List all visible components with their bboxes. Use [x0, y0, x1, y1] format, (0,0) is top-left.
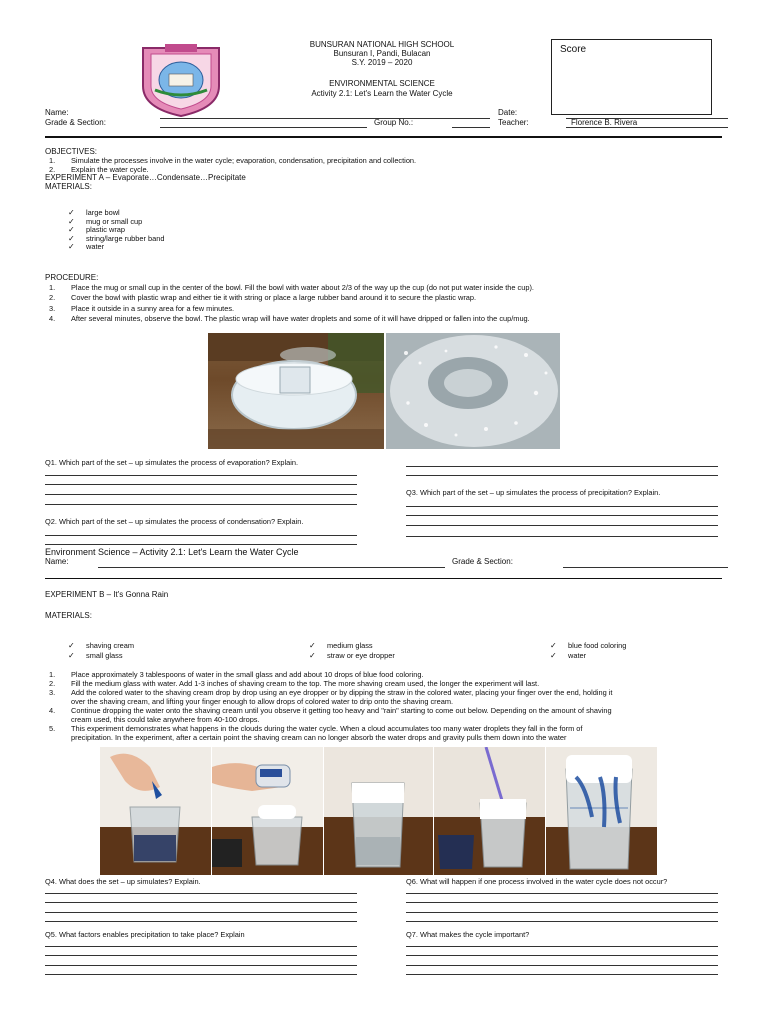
step-text: Place the mug or small cup in the center of the bowl. Fill the bowl with water about 2/3 of the way up the cup (do not put water inside the cup).: [71, 283, 534, 292]
materials-a-title: MATERIALS:: [45, 182, 92, 191]
answer-line[interactable]: [406, 525, 718, 526]
check-icon: ✓: [68, 233, 75, 243]
answer-line[interactable]: [45, 902, 357, 903]
procedure-a-list: [49, 283, 534, 324]
question-1: Q1. Which part of the set – up simulates the process of evaporation? Explain.: [45, 458, 299, 467]
procedure-step: [49, 706, 729, 715]
check-icon: ✓: [68, 242, 75, 252]
question-2: Q2. Which part of the set – up simulates the process of condensation? Explain.: [45, 517, 304, 526]
material-item: [309, 641, 373, 650]
procedure-step-cont: [49, 733, 729, 742]
step-number: 3.: [49, 303, 56, 313]
step-number: 5.: [49, 724, 56, 733]
material-text: straw or eye dropper: [327, 651, 395, 660]
date-label: Date:: [498, 108, 518, 117]
material-text: water: [568, 651, 587, 660]
answer-line[interactable]: [45, 912, 357, 913]
step-number: 1.: [49, 670, 56, 679]
photo-step-rain: [546, 747, 657, 875]
name-label: Name:: [45, 108, 69, 117]
answer-line[interactable]: [406, 921, 718, 922]
grade-section-label: Grade & Section:: [45, 118, 106, 127]
step-text: Place it outside in a sunny area for a few minutes.: [71, 303, 235, 313]
check-icon: ✓: [68, 651, 75, 660]
experiment-b-title: EXPERIMENT B – It's Gonna Rain: [45, 590, 169, 599]
material-item: [68, 641, 134, 650]
answer-line[interactable]: [45, 965, 357, 966]
step-text: Cover the bowl with plastic wrap and either tie it with string or place a large rubber band around it to secure the plastic wrap.: [71, 293, 477, 303]
procedure-step: [49, 724, 729, 733]
material-item: [68, 217, 164, 226]
check-icon: ✓: [550, 641, 557, 650]
step-text: Place approximately 3 tablespoons of water in the small glass and add about 10 drops of blue food coloring.: [71, 670, 424, 679]
answer-line[interactable]: [406, 912, 718, 913]
step-number: 1.: [49, 283, 56, 292]
school-address: Bunsuran I, Pandi, Bulacan: [333, 49, 431, 58]
part2-grade-label: Grade & Section:: [452, 557, 513, 566]
activity-title: Activity 2.1: Let's Learn the Water Cycle: [311, 89, 453, 98]
objective-item: [49, 156, 416, 165]
materials-b-title: MATERIALS:: [45, 611, 92, 620]
part2-name-label: Name:: [45, 557, 69, 566]
photo-step-dropper: [434, 747, 545, 875]
step-text: over the shaving cream, and lifting your finger enough to allow drops of colored water to drip onto the shaving cream.: [71, 697, 454, 706]
answer-line[interactable]: [45, 974, 357, 975]
answer-line[interactable]: [45, 544, 357, 545]
teacher-line: [566, 127, 728, 128]
photo-step-coloring: [100, 747, 211, 875]
answer-line[interactable]: [406, 506, 718, 507]
score-label: Score: [560, 44, 587, 55]
procedure-step: [49, 679, 729, 688]
check-icon: ✓: [68, 225, 75, 235]
answer-line[interactable]: [45, 475, 357, 476]
question-6: Q6. What will happen if one process involved in the water cycle does not occur?: [406, 877, 668, 886]
score-box: [551, 39, 712, 115]
step-text: Fill the medium glass with water. Add 1-3 inches of shaving cream to the top. The more shaving cream used, the longer the experiment will last.: [71, 679, 540, 688]
procedure-step: [49, 670, 729, 679]
experiment-a-title: EXPERIMENT A – Evaporate…Condensate…Precipitate: [45, 173, 246, 182]
material-item: [68, 225, 164, 234]
material-item: [550, 641, 626, 650]
material-item: [68, 208, 164, 217]
part2-divider: [45, 578, 722, 579]
answer-line[interactable]: [406, 475, 718, 476]
check-icon: ✓: [68, 208, 75, 217]
answer-line[interactable]: [406, 974, 718, 975]
procedure-step: [49, 283, 534, 293]
material-item: [550, 651, 586, 660]
answer-line[interactable]: [45, 535, 357, 536]
material-item: [68, 651, 123, 660]
procedure-step: [49, 314, 534, 324]
part2-header: Environment Science – Activity 2.1: Let's Learn the Water Cycle: [45, 547, 299, 557]
procedure-step: [49, 293, 534, 303]
material-text: plastic wrap: [86, 225, 126, 235]
material-text: water: [86, 242, 105, 252]
school-name: BUNSURAN NATIONAL HIGH SCHOOL: [309, 40, 455, 49]
objective-text: Explain the water cycle.: [71, 165, 149, 174]
material-text: string/large rubber band: [86, 233, 165, 243]
answer-line[interactable]: [406, 893, 718, 894]
photo-step-shaving-cream: [212, 747, 323, 875]
material-item: [68, 242, 164, 251]
procedure-step: [49, 688, 729, 697]
answer-line[interactable]: [45, 504, 357, 505]
material-text: blue food coloring: [568, 641, 627, 650]
group-no-label: Group No.:: [374, 118, 414, 127]
answer-line[interactable]: [45, 955, 357, 956]
material-text: shaving cream: [86, 641, 135, 650]
part2-grade-line[interactable]: [563, 567, 728, 568]
question-7: Q7. What makes the cycle important?: [406, 930, 530, 939]
bowl-setup-photo: [208, 333, 384, 449]
material-text: medium glass: [327, 641, 373, 650]
header-divider: [45, 136, 722, 138]
answer-line[interactable]: [45, 494, 357, 495]
material-text: mug or small cup: [86, 216, 143, 226]
procedure-step-cont: [49, 697, 729, 706]
step-text: cream used, this could take anywhere from 40-100 drops.: [71, 715, 260, 724]
school-logo: [135, 42, 227, 117]
teacher-label: Teacher:: [498, 118, 529, 127]
answer-line[interactable]: [406, 946, 718, 947]
question-3: Q3. Which part of the set – up simulates the process of precipitation? Explain.: [406, 488, 661, 497]
step-number: 4.: [49, 706, 56, 715]
answer-line[interactable]: [406, 536, 718, 537]
material-item: [68, 234, 164, 243]
procedure-step: [49, 304, 534, 314]
objective-number: 2.: [49, 165, 56, 174]
subject-title: ENVIRONMENTAL SCIENCE: [329, 79, 435, 88]
check-icon: ✓: [309, 651, 316, 660]
school-year: S.Y. 2019 – 2020: [351, 58, 413, 67]
check-icon: ✓: [68, 641, 75, 650]
objective-text: Simulate the processes involve in the water cycle; evaporation, condensation, precipitation and collection.: [71, 156, 417, 165]
answer-line[interactable]: [406, 515, 718, 516]
grade-section-line[interactable]: [160, 127, 367, 128]
step-number: 3.: [49, 688, 56, 697]
material-item: [309, 651, 395, 660]
procedure-a-title: PROCEDURE:: [45, 273, 99, 282]
answer-line[interactable]: [406, 466, 718, 467]
material-text: large bowl: [86, 208, 120, 217]
step-text: precipitation. In the experiment, after a certain point the shaving cream can no longer absorb the water drops and gravity pulls them down into the water: [71, 733, 567, 742]
answer-line[interactable]: [45, 893, 357, 894]
step-text: Add the colored water to the shaving cream drop by drop using an eye dropper or by dipping the straw in the colored water, placing your finger over the end, holding it: [71, 688, 613, 697]
step-text: After several minutes, observe the bowl. The plastic wrap will have water droplets and some of it will have dripped or fallen into the cup/mug.: [71, 313, 530, 323]
objective-number: 1.: [49, 156, 56, 165]
answer-line[interactable]: [45, 484, 357, 485]
question-5: Q5. What factors enables precipitation to take place? Explain: [45, 930, 245, 939]
answer-line[interactable]: [45, 921, 357, 922]
check-icon: ✓: [68, 216, 75, 226]
objectives-title: OBJECTIVES:: [45, 147, 98, 156]
step-number: 4.: [49, 313, 56, 323]
answer-line[interactable]: [406, 965, 718, 966]
photo-step-glass: [324, 747, 433, 875]
teacher-value: Florence B. Rivera: [571, 118, 638, 127]
step-number: 2.: [49, 293, 56, 303]
answer-line[interactable]: [45, 946, 357, 947]
step-text: Continue dropping the water onto the shaving cream until you observe it getting too heavy and "rain" starting to come out below. Depending on the amount of shaving: [71, 706, 612, 715]
procedure-step-cont: [49, 715, 729, 724]
condensation-photo: [386, 333, 560, 449]
step-text: This experiment demonstrates what happens in the clouds during the water cycle. When a cloud accumulates too many water droplets they fall in the form of: [71, 724, 583, 733]
name-line[interactable]: [160, 118, 490, 119]
group-no-line[interactable]: [452, 127, 490, 128]
answer-line[interactable]: [406, 955, 718, 956]
part2-name-line[interactable]: [98, 567, 445, 568]
step-number: 2.: [49, 679, 56, 688]
answer-line[interactable]: [406, 902, 718, 903]
check-icon: ✓: [309, 641, 316, 650]
procedure-b-list: [49, 670, 729, 742]
materials-a-list: [68, 208, 164, 251]
question-4: Q4. What does the set – up simulates? Explain.: [45, 877, 201, 886]
material-text: small glass: [86, 651, 123, 660]
check-icon: ✓: [550, 651, 557, 660]
